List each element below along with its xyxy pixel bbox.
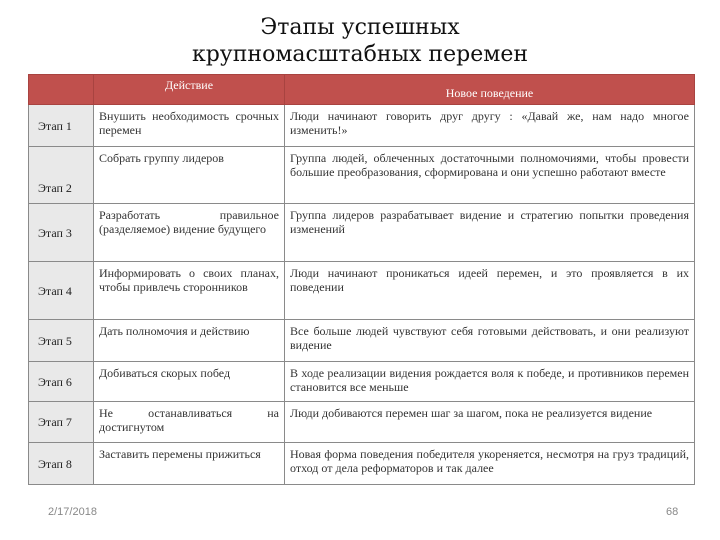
stage-label: Этап 3 <box>29 204 94 262</box>
page-number: 68 <box>666 506 679 518</box>
header-new-behavior: Новое поведение <box>285 75 695 105</box>
table-row <box>29 147 695 204</box>
page-title-line-1: Этапы успешных <box>260 15 460 40</box>
behavior-cell: Новая форма поведения победителя укореняется, несмотря на груз традиций, отход от дела реформаторов и так далее <box>285 443 695 485</box>
table-row <box>29 105 695 147</box>
behavior-cell: Группа людей, облеченных достаточными полномочиями, чтобы провести большие преобразования, сформирована и они успешно работают вместе <box>285 147 695 204</box>
behavior-cell: Все больше людей чувствуют себя готовыми действовать, и они реализуют видение <box>285 320 695 362</box>
table-row <box>29 402 695 443</box>
behavior-cell: Люди начинают говорить друг другу : «Давай же, нам надо многое изменить!» <box>285 105 695 147</box>
behavior-cell: Люди добиваются перемен шаг за шагом, пока не реализуется видение <box>285 402 695 443</box>
action-cell: Разработать правильное (разделяемое) видение будущего <box>94 204 285 262</box>
table-row <box>29 204 695 262</box>
page-title <box>0 14 720 68</box>
stage-label: Этап 7 <box>29 402 94 443</box>
table-row <box>29 320 695 362</box>
behavior-cell: Группа лидеров разрабатывает видение и стратегию попытки проведения изменений <box>285 204 695 262</box>
stage-label: Этап 4 <box>29 262 94 320</box>
behavior-cell: В ходе реализации видения рождается воля к победе, и противников перемен становится все меньше <box>285 362 695 402</box>
header-action: Действие <box>94 75 285 105</box>
table-row <box>29 443 695 485</box>
stage-label: Этап 6 <box>29 362 94 402</box>
table-header-row <box>29 75 695 105</box>
stage-label: Этап 5 <box>29 320 94 362</box>
stage-label: Этап 1 <box>29 105 94 147</box>
header-stage <box>29 75 94 105</box>
footer-date: 2/17/2018 <box>48 506 97 518</box>
action-cell: Дать полномочия и действию <box>94 320 285 362</box>
action-cell: Заставить перемены прижиться <box>94 443 285 485</box>
stage-label: Этап 2 <box>29 147 94 204</box>
table-row <box>29 362 695 402</box>
stages-table <box>28 74 695 485</box>
action-cell: Добиваться скорых побед <box>94 362 285 402</box>
table-row <box>29 262 695 320</box>
page-title-line-2: крупномасштабных перемен <box>191 42 529 67</box>
action-cell: Не останавливаться на достигнутом <box>94 402 285 443</box>
action-cell: Собрать группу лидеров <box>94 147 285 204</box>
behavior-cell: Люди начинают проникаться идеей перемен, и это проявляется в их поведении <box>285 262 695 320</box>
action-cell: Внушить необходимость срочных перемен <box>94 105 285 147</box>
action-cell: Информировать о своих планах, чтобы привлечь сторонников <box>94 262 285 320</box>
stage-label: Этап 8 <box>29 443 94 485</box>
